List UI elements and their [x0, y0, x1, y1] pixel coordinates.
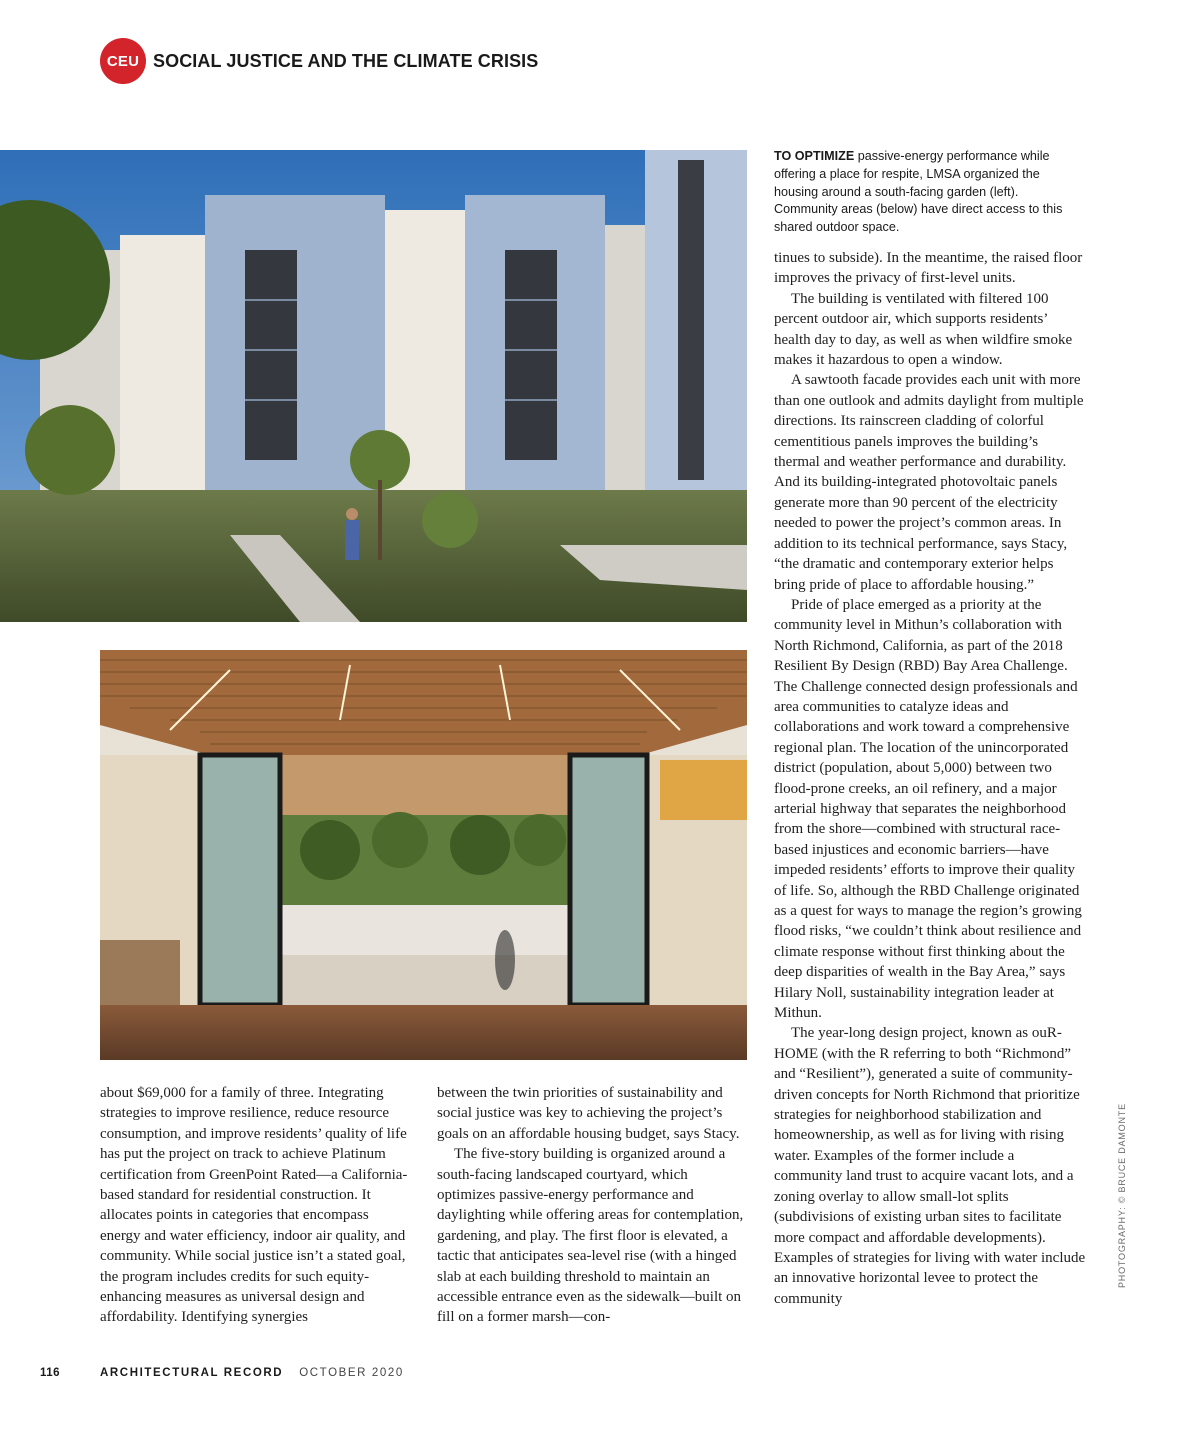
text-column-2: [437, 1083, 747, 1328]
section-header: [100, 38, 538, 84]
community-room-photo: [100, 650, 747, 1060]
magazine-name: ARCHITECTURAL RECORD: [100, 1367, 284, 1379]
body-paragraph: The year-long design project, known as ouR-HOME (with the R referring to both “Richmond” and “Resilient”), generated a suite of community-driven concepts for North Richmond that prioritize strategies for neighborhood stabilization and homeownership, as well as for living with rising water. Examples of the former include a community land trust to acquire vacant lots, and a zoning overlay to allow small-lot splits (subdivisions of existing urban sites to facilitate more compact and affordable developments). Examples of strategies for living with water include an innovative horizontal levee to protect the community: [774, 1025, 1086, 1307]
body-paragraph: The building is ventilated with filtered 100 percent outdoor air, which supports residents’ health day to day, as well as when wildfire smoke makes it hazardous to open a window.: [774, 290, 1073, 369]
body-paragraph: tinues to subside). In the meantime, the raised floor improves the privacy of first-level units.: [774, 250, 1083, 287]
body-paragraph: about $69,000 for a family of three. Integrating strategies to improve resilience, reduce resource consumption, and improve residents’ quality of life has put the project on track to achieve Platinum certification from GreenPoint Rated—a California-based standard for residential construction. It allocates points in categories that encompass energy and water efficiency, indoor air quality, and community. While social justice isn’t a stated goal, the program includes credits for such equity-enhancing measures as universal design and affordability. Identifying synergies: [100, 1085, 408, 1326]
body-paragraph: The five-story building is organized around a south-facing landscaped courtyard, which optimizes passive-energy performance and daylighting while offering areas for contemplation, gardening, and play. The first floor is elevated, a tactic that anticipates sea-level rise (with a hinged slab at each building threshold to maintain an accessible entrance even as the sidewalk—built on fill on a former marsh—con-: [437, 1146, 744, 1326]
caption-text: passive-energy performance while offering a place for respite, LMSA organized the housing around a south-facing garden (left). Community areas (below) have direct access to this shared outdoor space.: [774, 149, 1063, 235]
ceu-badge: CEU: [100, 38, 146, 84]
courtyard-exterior-photo: [0, 150, 747, 622]
section-title: SOCIAL JUSTICE AND THE CLIMATE CRISIS: [153, 50, 539, 71]
photo-caption: [774, 148, 1074, 237]
photo-credit: PHOTOGRAPHY: © BRUCE DAMONTE: [1117, 1103, 1127, 1288]
caption-lead: TO OPTIMIZE: [774, 149, 855, 163]
body-paragraph: A sawtooth facade provides each unit with more than one outlook and admits daylight from multiple directions. Its rainscreen cladding of colorful cementitious panels improves the building’s thermal and weather performance and durability. And its building-integrated photovoltaic panels generate more than 90 percent of the electricity needed to power the project’s common areas. In addition to its technical performance, says Stacy, “the dramatic and contemporary exterior helps bring pride of place to affordable housing.”: [774, 372, 1084, 593]
text-column-1: [100, 1083, 410, 1328]
body-paragraph: between the twin priorities of sustainability and social justice was key to achieving the project’s goals on an affordable housing budget, says Stacy.: [437, 1085, 740, 1142]
page-number: 116: [40, 1367, 61, 1379]
page-footer: [40, 1367, 404, 1379]
issue-date: OCTOBER 2020: [299, 1367, 404, 1379]
text-column-3: [774, 248, 1086, 1309]
body-paragraph: Pride of place emerged as a priority at the community level in Mithun’s collaboration with North Richmond, California, as part of the 2018 Resilient By Design (RBD) Bay Area Challenge. The Challenge connected design professionals and area communities to catalyze ideas and collaborations and work toward a comprehensive regional plan. The location of the unincorporated district (population, about 5,000) between two flood-prone creeks, an oil refinery, and a major arterial highway that separates the neighborhood from the shore—combined with structural race-based injustices and economic barriers—have impeded residents’ efforts to improve their quality of life. So, although the RBD Challenge originated as a quest for ways to manage the region’s growing flood risks, “we couldn’t think about resilience and climate response without first thinking about the deep disparities of wealth in the Bay Area,” says Hilary Noll, sustainability integration leader at Mithun.: [774, 596, 1082, 1022]
